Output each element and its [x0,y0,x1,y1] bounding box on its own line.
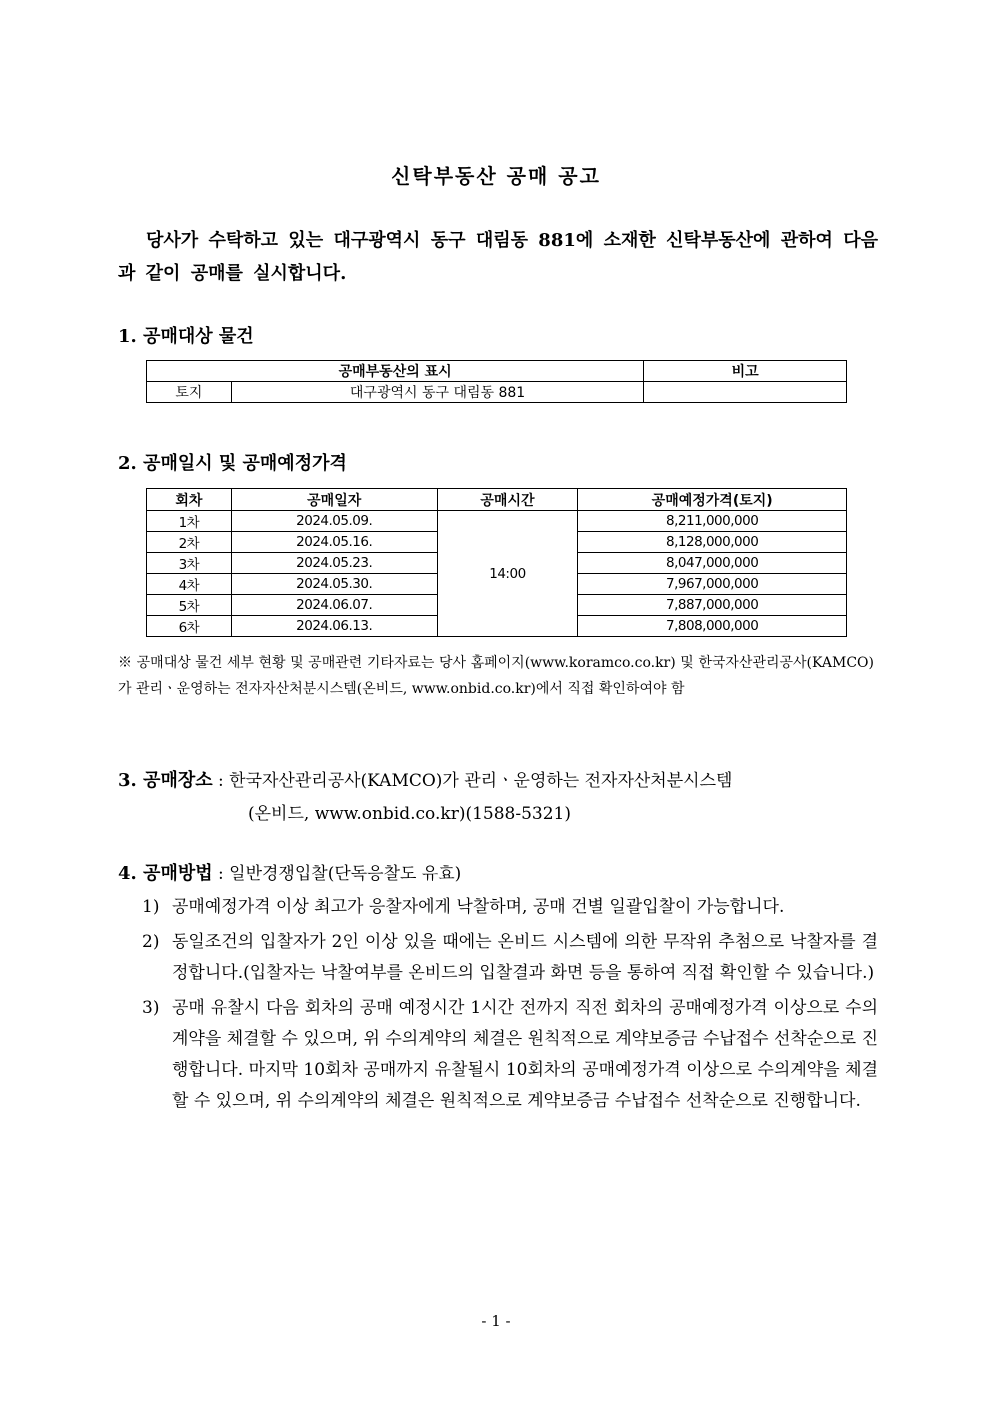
document-title: 신탁부동산 공매 공고 [391,164,601,188]
property-address: 대구광역시 동구 대림동 881 [231,382,643,403]
price-cell: 7,808,000,000 [578,616,847,637]
method-item [118,993,878,1117]
round-cell: 3차 [147,553,232,574]
page-number: - 1 - [481,1312,511,1330]
section4-value: 일반경쟁입찰(단독응찰도 유효) [229,864,462,884]
price-cell: 8,128,000,000 [578,532,847,553]
section4-label: 4. 공매방법 [118,863,213,884]
property-table [146,360,847,403]
intro-paragraph: 당사가 수탁하고 있는 대구광역시 동구 대림동 881에 소재한 신탁부동산에 관하여 다음과 같이 공매를 실시합니다. [118,230,878,284]
price-cell: 8,211,000,000 [578,511,847,532]
section1-heading: 1. 공매대상 물건 [118,326,254,347]
section3-label: 3. 공매장소 [118,770,213,791]
property-remark [644,382,847,403]
header-price: 공매예정가격(토지) [578,489,847,511]
method-item-number: 1) [142,897,160,917]
table-row [147,382,847,403]
property-table-header [147,361,847,382]
round-cell: 4차 [147,574,232,595]
round-cell: 2차 [147,532,232,553]
section3-auction-place [118,764,878,831]
section2-heading: 2. 공매일시 및 공매예정가격 [118,453,347,474]
property-type: 토지 [147,382,232,403]
method-item [118,892,878,923]
section3-line1: 한국자산관리공사(KAMCO)가 관리ㆍ운영하는 전자자산처분시스템 [229,771,733,791]
table-row [147,511,847,532]
schedule-table [146,488,847,637]
price-cell: 7,967,000,000 [578,574,847,595]
date-cell: 2024.05.16. [231,532,437,553]
section4-separator: : [212,864,230,884]
section4-auction-method [118,858,878,1117]
method-item-number: 2) [142,932,160,952]
method-item [118,927,878,989]
round-cell: 5차 [147,595,232,616]
date-cell: 2024.06.13. [231,616,437,637]
time-cell: 14:00 [437,511,578,637]
header-property: 공매부동산의 표시 [147,361,644,382]
method-item-text: 동일조건의 입찰자가 2인 이상 있을 때에는 온비드 시스템에 의한 무작위 추첨으로 낙찰자를 결정합니다.(입찰자는 낙찰여부를 온비드의 입찰결과 화면 등을 통하여 직접 확인할 수 있습니다.) [172,932,878,983]
date-cell: 2024.05.09. [231,511,437,532]
schedule-table-header [147,489,847,511]
date-cell: 2024.05.30. [231,574,437,595]
date-cell: 2024.06.07. [231,595,437,616]
method-item-text: 공매 유찰시 다음 회차의 공매 예정시간 1시간 전까지 직전 회차의 공매예정가격 이상으로 수의계약을 체결할 수 있으며, 위 수의계약의 체결은 원칙적으로 계약보증금 수납접수 선착순으로 진행합니다. 마지막 10회차 공매까지 유찰될시 10회차의 공매예정가격 이상으로 수의계약을 체결할 수 있으며, 위 수의계약의 체결은 원칙적으로 계약보증금 수납접수 선착순으로 진행합니다. [172,998,878,1111]
method-item-number: 3) [142,998,160,1018]
date-cell: 2024.05.23. [231,553,437,574]
header-round: 회차 [147,489,232,511]
round-cell: 1차 [147,511,232,532]
round-cell: 6차 [147,616,232,637]
schedule-note: ※ 공매대상 물건 세부 현황 및 공매관련 기타자료는 당사 홈페이지(www.koramco.co.kr) 및 한국자산관리공사(KAMCO)가 관리ㆍ운영하는 전자자산처분시스템(온비드, www.onbid.co.kr)에서 직접 확인하여야 함 [118,655,874,697]
header-time: 공매시간 [437,489,578,511]
price-cell: 8,047,000,000 [578,553,847,574]
section3-line2: (온비드, www.onbid.co.kr)(1588-5321) [248,804,571,824]
method-item-text: 공매예정가격 이상 최고가 응찰자에게 낙찰하며, 공매 건별 일괄입찰이 가능합니다. [172,897,785,917]
section3-separator: : [212,771,230,791]
price-cell: 7,887,000,000 [578,595,847,616]
header-remark: 비고 [644,361,847,382]
header-date: 공매일자 [231,489,437,511]
